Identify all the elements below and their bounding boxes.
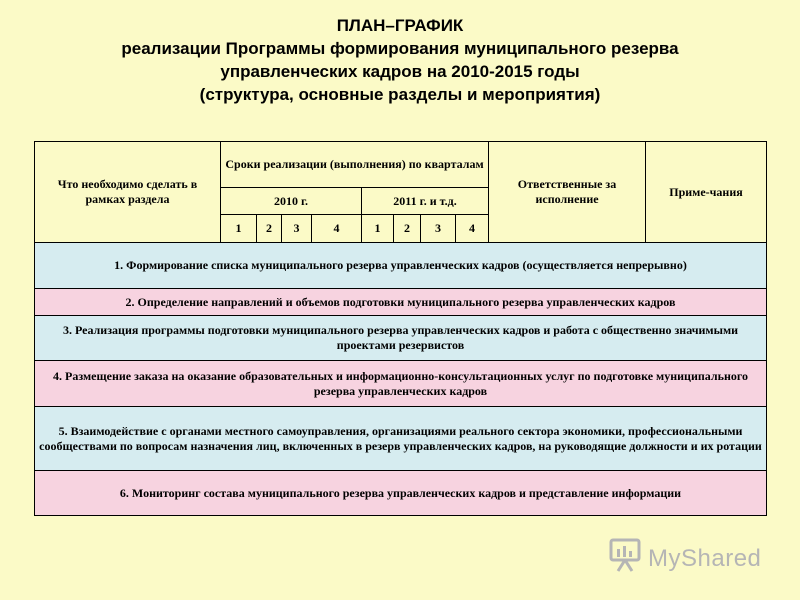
section-4: 4. Размещение заказа на оказание образовательных и информационно-консультационных услуг по подготовке муниципального резерва управленческих кадров — [35, 361, 767, 407]
title-line-1: ПЛАН–ГРАФИК — [336, 16, 464, 35]
quarter-cell: 4 — [312, 215, 362, 243]
quarter-cell: 2 — [257, 215, 282, 243]
section-row — [35, 407, 767, 471]
title-line-3: управленческих кадров на 2010-2015 годы — [220, 62, 580, 81]
plan-table — [34, 141, 767, 516]
header-year-2011: 2011 г. и т.д. — [362, 188, 489, 215]
quarter-cell: 1 — [362, 215, 394, 243]
section-row — [35, 243, 767, 289]
watermark-text: MyShared — [648, 544, 762, 572]
section-row — [35, 471, 767, 516]
quarter-cell: 3 — [282, 215, 312, 243]
page-title — [0, 14, 800, 106]
header-year-2010: 2010 г. — [221, 188, 362, 215]
quarter-cell: 2 — [394, 215, 421, 243]
quarter-cell: 4 — [456, 215, 489, 243]
section-row — [35, 316, 767, 361]
title-line-4: (структура, основные разделы и мероприятия) — [199, 85, 601, 104]
section-row — [35, 361, 767, 407]
presentation-board-icon — [608, 537, 648, 580]
header-terms: Сроки реализации (выполнения) по кварталам — [221, 142, 489, 188]
watermark-logo — [608, 537, 761, 580]
quarter-cell: 1 — [221, 215, 257, 243]
section-5: 5. Взаимодействие с органами местного самоуправления, организациями реального сектора экономики, профессиональными сообществами по вопросам назначения лиц, включенных в резерв управленческих кадров, на руководящие должности и их ротации — [35, 407, 767, 471]
header-notes: Приме-чания — [646, 142, 767, 243]
header-what-to-do: Что необходимо сделать в рамках раздела — [35, 142, 221, 243]
section-2: 2. Определение направлений и объемов подготовки муниципального резерва управленческих кадров — [35, 289, 767, 316]
section-6: 6. Мониторинг состава муниципального резерва управленческих кадров и представление информации — [35, 471, 767, 516]
section-row — [35, 289, 767, 316]
header-responsible: Ответственные за исполнение — [489, 142, 646, 243]
title-line-2: реализации Программы формирования муниципального резерва — [121, 39, 679, 58]
quarter-cell: 3 — [421, 215, 456, 243]
section-1: 1. Формирование списка муниципального резерва управленческих кадров (осуществляется непрерывно) — [35, 243, 767, 289]
section-3: 3. Реализация программы подготовки муниципального резерва управленческих кадров и работа с общественно значимыми проектами резервистов — [35, 316, 767, 361]
